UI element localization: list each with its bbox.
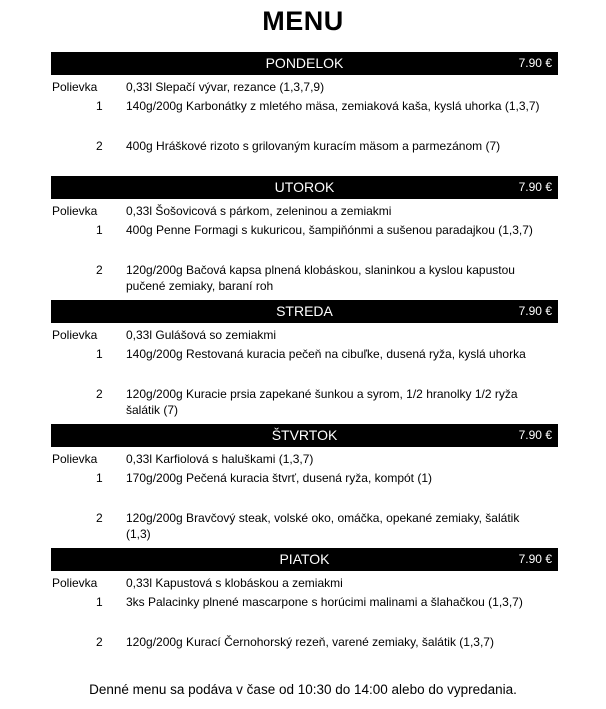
day-header-bar — [51, 424, 558, 447]
day-price: 7.90 € — [518, 552, 552, 566]
meal-text: 120g/200g Bravčový steak, volské oko, omáčka, opekané zemiaky, šalátik (1,3) — [126, 511, 520, 541]
meal-number: 2 — [96, 635, 103, 649]
soup-text: 0,33l Karfiolová s haluškami (1,3,7) — [126, 452, 314, 466]
day-header-bar — [51, 300, 558, 323]
serving-time-note: Denné menu sa podáva v čase od 10:30 do 14:00 alebo do vypredania. — [89, 682, 517, 697]
meal-number: 1 — [96, 595, 103, 609]
meal-number: 2 — [96, 511, 103, 525]
day-header-bar — [51, 52, 558, 75]
meal-text: 120g/200g Kurací Černohorský rezeň, varené zemiaky, šalátik (1,3,7) — [126, 635, 494, 649]
day-header-bar — [51, 176, 558, 199]
meal-text: 400g Penne Formagi s kukuricou, šampiňónmi a sušenou paradajkou (1,3,7) — [126, 223, 533, 237]
meal-number: 2 — [96, 387, 103, 401]
day-name: ŠTVRTOK — [271, 427, 338, 443]
menu-title: MENU — [262, 6, 344, 36]
soup-text: 0,33l Gulášová so zemiakmi — [126, 328, 277, 342]
meal-text: 3ks Palacinky plnené mascarpone s horúcimi malinami a šlahačkou (1,3,7) — [126, 595, 523, 609]
soup-label: Polievka — [52, 576, 98, 590]
day-header-bar — [51, 548, 558, 571]
day-name: PONDELOK — [265, 55, 344, 71]
day-name: STREDA — [276, 303, 333, 319]
meal-text: 120g/200g Kuracie prsia zapekané šunkou a syrom, 1/2 hranolky 1/2 ryža šalátik (7) — [126, 387, 518, 417]
meal-number: 1 — [96, 99, 103, 113]
meal-text: 170g/200g Pečená kuracia štvrť, dusená ryža, kompót (1) — [126, 471, 432, 485]
soup-text: 0,33l Slepačí vývar, rezance (1,3,7,9) — [126, 80, 325, 94]
soup-text: 0,33l Šošovicová s párkom, zeleninou a zemiakmi — [126, 204, 392, 218]
soup-label: Polievka — [52, 80, 98, 94]
meal-text: 140g/200g Restovaná kuracia pečeň na cibuľke, dusená ryža, kyslá uhorka — [126, 347, 526, 361]
soup-label: Polievka — [52, 204, 98, 218]
meal-number: 2 — [96, 139, 103, 153]
day-name: PIATOK — [279, 551, 330, 567]
meal-text: 120g/200g Bačová kapsa plnená klobáskou, slaninkou a kyslou kapustou pučené zemiaky, baraní roh — [126, 263, 515, 293]
meal-number: 1 — [96, 347, 103, 361]
meal-text: 140g/200g Karbonátky z mletého mäsa, zemiaková kaša, kyslá uhorka (1,3,7) — [126, 99, 540, 113]
day-price: 7.90 € — [518, 428, 552, 442]
meal-number: 2 — [96, 263, 103, 277]
day-price: 7.90 € — [518, 180, 552, 194]
meal-text: 400g Hráškové rizoto s grilovaným kuracím mäsom a parmezánom (7) — [126, 139, 501, 153]
day-price: 7.90 € — [518, 304, 552, 318]
soup-text: 0,33l Kapustová s klobáskou a zemiakmi — [126, 576, 343, 590]
soup-label: Polievka — [52, 452, 98, 466]
day-price: 7.90 € — [518, 56, 552, 70]
soup-label: Polievka — [52, 328, 98, 342]
day-name: UTOROK — [274, 179, 335, 195]
meal-number: 1 — [96, 471, 103, 485]
meal-number: 1 — [96, 223, 103, 237]
